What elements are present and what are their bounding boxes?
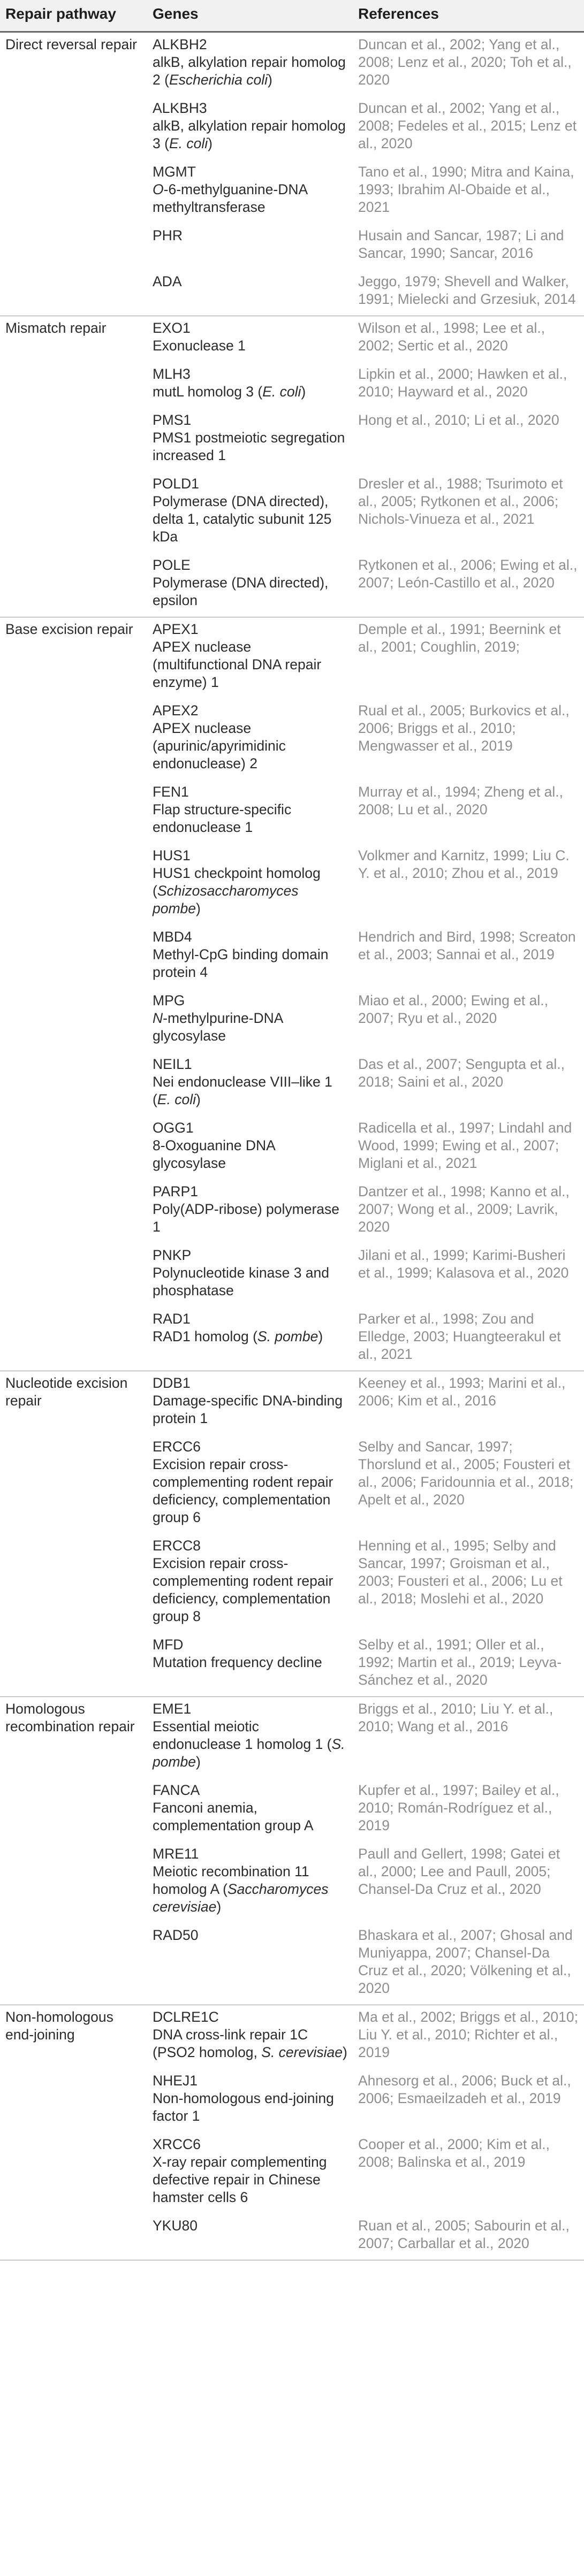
gene-name-italic: E. coli bbox=[157, 1091, 196, 1107]
gene-name-text: PMS1 postmeiotic segregation increased 1 bbox=[153, 430, 345, 463]
gene-symbol: YKU80 bbox=[153, 2218, 198, 2234]
gene-name-suffix: ) bbox=[318, 1328, 323, 1344]
repair-pathway-cell: Base excision repair bbox=[0, 617, 147, 1371]
gene-symbol: EME1 bbox=[153, 1701, 192, 1717]
references-cell: Duncan et al., 2002; Yang et al., 2008; Lenz et al., 2020; Toh et al., 2020 bbox=[358, 36, 572, 88]
gene-cell bbox=[147, 989, 353, 1052]
references-cell: Selby et al., 1991; Oller et al., 1992; Martin et al., 2019; Leyva-Sánchez et al., 2020 bbox=[353, 1633, 584, 1697]
gene-symbol: PNKP bbox=[153, 1247, 192, 1263]
gene-cell bbox=[147, 2005, 353, 2069]
references-cell: Husain and Sancar, 1987; Li and Sancar, 1990; Sancar, 2016 bbox=[358, 227, 564, 261]
references-cell: Duncan et al., 2002; Yang et al., 2008; Fedeles et al., 2015; Lenz et al., 2020 bbox=[358, 100, 577, 151]
gene-name-text: Excision repair cross-complementing rodent repair deficiency, complementation group 8 bbox=[153, 1555, 333, 1624]
gene-name-text: Non-homologous end-joining factor 1 bbox=[153, 2090, 334, 2124]
gene-cell bbox=[147, 1534, 353, 1633]
gene-full-name bbox=[153, 1264, 347, 1300]
gene-cell bbox=[147, 362, 353, 408]
gene-name-text: Nei endonuclease VIII–like 1 ( bbox=[153, 1074, 332, 1107]
gene-symbol: POLD1 bbox=[153, 476, 199, 492]
gene-symbol: EXO1 bbox=[153, 320, 191, 336]
gene-symbol: APEX2 bbox=[153, 702, 199, 718]
gene-name-suffix: ) bbox=[301, 384, 306, 400]
gene-symbol: ALKBH2 bbox=[153, 36, 207, 52]
gene-name-italic: S. pombe bbox=[153, 1736, 345, 1770]
gene-name-text: Essential meiotic endonuclease 1 homolog 1 ( bbox=[153, 1718, 332, 1752]
references-cell: Radicella et al., 1997; Lindahl and Wood, 1999; Ewing et al., 2007; Miglani et al., 2021 bbox=[358, 1120, 572, 1171]
gene-full-name bbox=[153, 638, 347, 691]
gene-full-name bbox=[153, 181, 347, 216]
table-row bbox=[0, 316, 584, 363]
references-cell: Jilani et al., 1999; Karimi-Busheri et al., 1999; Kalasova et al., 2020 bbox=[358, 1247, 569, 1281]
gene-cell bbox=[147, 1307, 353, 1371]
gene-cell bbox=[147, 224, 353, 270]
gene-name-suffix: ) bbox=[216, 1899, 222, 1915]
gene-cell bbox=[147, 1633, 353, 1697]
gene-symbol: PMS1 bbox=[153, 412, 192, 428]
gene-full-name bbox=[153, 429, 347, 464]
gene-name-italic: E. coli bbox=[262, 384, 301, 400]
gene-name-text: Polynucleotide kinase 3 and phosphatase bbox=[153, 1265, 330, 1298]
gene-full-name bbox=[153, 946, 347, 981]
gene-cell bbox=[147, 553, 353, 617]
gene-symbol: MGMT bbox=[153, 164, 196, 180]
gene-cell bbox=[147, 472, 353, 553]
gene-cell bbox=[147, 1842, 353, 1923]
table-header bbox=[0, 0, 584, 32]
gene-symbol: XRCC6 bbox=[153, 2136, 201, 2152]
gene-cell bbox=[147, 408, 353, 472]
gene-name-text: APEX nuclease (apurinic/apyrimidinic endonuclease) 2 bbox=[153, 720, 286, 771]
gene-symbol: MBD4 bbox=[153, 929, 192, 945]
gene-full-name bbox=[153, 1863, 347, 1916]
gene-cell bbox=[147, 32, 353, 97]
references-cell: Kupfer et al., 1997; Bailey et al., 2010; Román-Rodríguez et al., 2019 bbox=[358, 1782, 559, 1833]
references-cell: Jeggo, 1979; Shevell and Walker, 1991; Mielecki and Grzesiuk, 2014 bbox=[353, 270, 584, 316]
gene-name-italic: S. cerevisiae bbox=[261, 2044, 343, 2060]
gene-full-name bbox=[153, 117, 347, 152]
table-row bbox=[0, 32, 584, 97]
gene-full-name bbox=[153, 1392, 347, 1427]
gene-name-text: Flap structure-specific endonuclease 1 bbox=[153, 801, 292, 835]
header-repair-pathway: Repair pathway bbox=[0, 0, 147, 32]
gene-cell bbox=[147, 699, 353, 780]
gene-cell bbox=[147, 1435, 353, 1534]
table-row bbox=[0, 1371, 584, 1435]
gene-symbol: PHR bbox=[153, 227, 183, 243]
table-body bbox=[0, 32, 584, 2260]
references-cell: Briggs et al., 2010; Liu Y. et al., 2010; Wang et al., 2016 bbox=[358, 1701, 553, 1734]
header-row bbox=[0, 0, 584, 32]
gene-symbol: ERCC8 bbox=[153, 1538, 201, 1554]
repair-pathway-cell: Mismatch repair bbox=[0, 316, 147, 617]
gene-cell bbox=[147, 2069, 353, 2132]
references-cell: Henning et al., 1995; Selby and Sancar, 1997; Groisman et al., 2003; Fousteri et al., 2006; Lu et al., 2018; Moslehi et al., 2020 bbox=[358, 1538, 563, 1607]
gene-symbol: DDB1 bbox=[153, 1375, 191, 1391]
gene-name-text: Polymerase (DNA directed), epsilon bbox=[153, 575, 329, 608]
gene-cell bbox=[147, 160, 353, 224]
gene-full-name bbox=[153, 2026, 347, 2061]
gene-name-text: Polymerase (DNA directed), delta 1, catalytic subunit 125 kDa bbox=[153, 493, 332, 545]
table-row bbox=[0, 2005, 584, 2069]
gene-symbol: MPG bbox=[153, 992, 185, 1008]
gene-name-text: Methyl-CpG binding domain protein 4 bbox=[153, 946, 329, 980]
references-cell: Miao et al., 2000; Ewing et al., 2007; Ryu et al., 2020 bbox=[358, 992, 549, 1026]
gene-full-name bbox=[153, 801, 347, 836]
gene-name-suffix: ) bbox=[196, 1754, 201, 1770]
gene-cell bbox=[147, 1052, 353, 1116]
gene-symbol: RAD1 bbox=[153, 1311, 191, 1327]
gene-cell bbox=[147, 617, 353, 699]
gene-full-name bbox=[153, 1010, 347, 1045]
gene-symbol: ERCC6 bbox=[153, 1439, 201, 1455]
gene-symbol: MFD bbox=[153, 1637, 184, 1653]
references-cell: Ahnesorg et al., 2006; Buck et al., 2006; Esmaeilzadeh et al., 2019 bbox=[358, 2073, 571, 2106]
gene-symbol: FANCA bbox=[153, 1782, 200, 1798]
gene-symbol: RAD50 bbox=[153, 1927, 199, 1943]
gene-name-italic: E. coli bbox=[169, 135, 208, 151]
gene-full-name bbox=[153, 1456, 347, 1526]
gene-symbol: MLH3 bbox=[153, 366, 191, 382]
gene-name-text: APEX nuclease (multifunctional DNA repair enzyme) 1 bbox=[153, 639, 322, 690]
header-genes: Genes bbox=[147, 0, 353, 32]
gene-full-name bbox=[153, 1718, 347, 1771]
references-cell: Parker et al., 1998; Zou and Elledge, 2003; Huangteerakul et al., 2021 bbox=[353, 1307, 584, 1371]
gene-full-name bbox=[153, 383, 347, 401]
references-cell: Demple et al., 1991; Beernink et al., 2001; Coughlin, 2019; bbox=[358, 621, 561, 655]
gene-symbol: DCLRE1C bbox=[153, 2009, 219, 2025]
gene-name-suffix: ) bbox=[268, 72, 272, 88]
references-cell: Selby and Sancar, 1997; Thorslund et al., 2005; Fousteri et al., 2006; Faridounnia et al., 2018; Apelt et al., 2020 bbox=[358, 1439, 574, 1508]
gene-symbol: OGG1 bbox=[153, 1120, 194, 1136]
gene-symbol: POLE bbox=[153, 557, 191, 573]
header-references: References bbox=[353, 0, 584, 32]
gene-full-name bbox=[153, 574, 347, 609]
gene-name-text: Fanconi anemia, complementation group A bbox=[153, 1800, 314, 1833]
gene-name-text: Damage-specific DNA-binding protein 1 bbox=[153, 1393, 343, 1426]
gene-name-text: alkB, alkylation repair homolog 2 ( bbox=[153, 54, 346, 88]
repair-pathway-cell: Direct reversal repair bbox=[0, 32, 147, 316]
references-cell: Das et al., 2007; Sengupta et al., 2018; Saini et al., 2020 bbox=[358, 1056, 565, 1090]
gene-cell bbox=[147, 96, 353, 160]
gene-symbol: ADA bbox=[153, 273, 182, 289]
references-cell: Bhaskara et al., 2007; Ghosal and Muniyappa, 2007; Chansel-Da Cruz et al., 2020; Völkening et al., 2020 bbox=[353, 1923, 584, 2005]
gene-name-text: Mutation frequency decline bbox=[153, 1654, 322, 1670]
gene-symbol: FEN1 bbox=[153, 784, 189, 800]
references-cell: Keeney et al., 1993; Marini et al., 2006; Kim et al., 2016 bbox=[358, 1375, 566, 1409]
table-row bbox=[0, 617, 584, 699]
references-cell: Dantzer et al., 1998; Kanno et al., 2007; Wong et al., 2009; Lavrik, 2020 bbox=[358, 1183, 570, 1235]
references-cell: Ruan et al., 2005; Sabourin et al., 2007; Carballar et al., 2020 bbox=[353, 2214, 584, 2260]
gene-name-text: HUS1 checkpoint homolog ( bbox=[153, 865, 321, 899]
gene-name-suffix: ) bbox=[196, 900, 201, 916]
table-row bbox=[0, 1697, 584, 1779]
gene-cell bbox=[147, 844, 353, 925]
gene-cell bbox=[147, 1116, 353, 1180]
references-cell: Hendrich and Bird, 1998; Screaton et al., 2003; Sannai et al., 2019 bbox=[358, 929, 576, 962]
gene-name-text: Meiotic recombination 11 homolog A ( bbox=[153, 1863, 309, 1897]
gene-symbol: APEX1 bbox=[153, 621, 199, 637]
repair-pathway-cell: Homologous recombination repair bbox=[0, 1697, 147, 2005]
references-cell: Murray et al., 1994; Zheng et al., 2008; Lu et al., 2020 bbox=[358, 784, 563, 817]
gene-cell bbox=[147, 1697, 353, 1779]
gene-cell bbox=[147, 1180, 353, 1243]
gene-cell bbox=[147, 270, 353, 316]
gene-symbol: PARP1 bbox=[153, 1183, 198, 1199]
gene-name-text: Poly(ADP-ribose) polymerase 1 bbox=[153, 1201, 340, 1235]
references-cell: Rual et al., 2005; Burkovics et al., 2006; Briggs et al., 2010; Mengwasser et al., 2019 bbox=[358, 702, 570, 754]
gene-full-name bbox=[153, 865, 347, 918]
gene-full-name bbox=[153, 1328, 347, 1346]
gene-name-text: alkB, alkylation repair homolog 3 ( bbox=[153, 118, 346, 151]
references-cell: Lipkin et al., 2000; Hawken et al., 2010; Hayward et al., 2020 bbox=[358, 366, 567, 400]
gene-symbol: HUS1 bbox=[153, 847, 191, 863]
gene-cell bbox=[147, 1923, 353, 2005]
gene-cell bbox=[147, 925, 353, 989]
gene-full-name bbox=[153, 1137, 347, 1172]
gene-symbol: MRE11 bbox=[153, 1846, 199, 1862]
gene-name-italic: N bbox=[153, 1010, 163, 1026]
gene-name-italic: Escherichia coli bbox=[169, 72, 268, 88]
gene-name-italic: S. pombe bbox=[257, 1328, 318, 1344]
gene-name-text: DNA cross-link repair 1C (PSO2 homolog, bbox=[153, 2027, 308, 2060]
references-cell: Dresler et al., 1988; Tsurimoto et al., 2005; Rytkonen et al., 2006; Nichols-Vinueza et al., 2021 bbox=[358, 476, 563, 527]
gene-full-name bbox=[153, 53, 347, 89]
references-cell: Wilson et al., 1998; Lee et al., 2002; Sertic et al., 2020 bbox=[358, 320, 545, 354]
gene-symbol: ALKBH3 bbox=[153, 100, 207, 116]
gene-name-italic: Schizosaccharomyces pombe bbox=[153, 883, 299, 916]
references-cell: Paull and Gellert, 1998; Gatei et al., 2000; Lee and Paull, 2005; Chansel-Da Cruz et al., 2020 bbox=[358, 1846, 560, 1897]
gene-full-name bbox=[153, 1799, 347, 1834]
gene-full-name bbox=[153, 1073, 347, 1109]
gene-name-text: RAD1 homolog ( bbox=[153, 1328, 257, 1344]
gene-symbol: NHEJ1 bbox=[153, 2073, 198, 2089]
gene-name-suffix: ) bbox=[208, 135, 213, 151]
gene-full-name bbox=[153, 337, 347, 355]
gene-name-text: Excision repair cross-complementing rodent repair deficiency, complementation group 6 bbox=[153, 1456, 333, 1525]
gene-name-text: 8-Oxoguanine DNA glycosylase bbox=[153, 1137, 275, 1171]
gene-full-name bbox=[153, 1555, 347, 1625]
gene-name-italic: O bbox=[153, 181, 164, 197]
gene-name-suffix: -methylpurine-DNA glycosylase bbox=[153, 1010, 283, 1044]
gene-name-italic: Saccharomyces cerevisiae bbox=[153, 1881, 329, 1915]
gene-cell bbox=[147, 316, 353, 363]
gene-full-name bbox=[153, 1654, 347, 1671]
references-cell: Ma et al., 2002; Briggs et al., 2010; Liu Y. et al., 2010; Richter et al., 2019 bbox=[358, 2009, 578, 2060]
references-cell: Rytkonen et al., 2006; Ewing et al., 2007; León-Castillo et al., 2020 bbox=[353, 553, 584, 617]
gene-cell bbox=[147, 1371, 353, 1435]
gene-symbol: NEIL1 bbox=[153, 1056, 192, 1072]
gene-cell bbox=[147, 2132, 353, 2214]
gene-full-name bbox=[153, 720, 347, 773]
gene-name-suffix: ) bbox=[196, 1091, 201, 1107]
repair-pathway-cell: Non-homologous end-joining bbox=[0, 2005, 147, 2260]
gene-full-name bbox=[153, 2153, 347, 2206]
gene-name-text: X-ray repair complementing defective repair in Chinese hamster cells 6 bbox=[153, 2154, 327, 2205]
references-cell: Tano et al., 1990; Mitra and Kaina, 1993; Ibrahim Al-Obaide et al., 2021 bbox=[358, 164, 574, 215]
gene-full-name bbox=[153, 493, 347, 546]
gene-cell bbox=[147, 1243, 353, 1307]
references-cell: Volkmer and Karnitz, 1999; Liu C. Y. et al., 2010; Zhou et al., 2019 bbox=[358, 847, 570, 881]
gene-name-suffix: -6-methylguanine-DNA methyltransferase bbox=[153, 181, 307, 215]
references-cell: Cooper et al., 2000; Kim et al., 2008; Balinska et al., 2019 bbox=[358, 2136, 550, 2170]
gene-cell bbox=[147, 2214, 353, 2260]
repair-pathway-cell: Nucleotide excision repair bbox=[0, 1371, 147, 1697]
gene-name-text: mutL homolog 3 ( bbox=[153, 384, 263, 400]
gene-cell bbox=[147, 1778, 353, 1842]
gene-cell bbox=[147, 780, 353, 844]
gene-name-text: Exonuclease 1 bbox=[153, 338, 246, 354]
references-cell: Hong et al., 2010; Li et al., 2020 bbox=[358, 412, 559, 428]
gene-full-name bbox=[153, 2090, 347, 2125]
gene-full-name bbox=[153, 1201, 347, 1236]
gene-name-suffix: ) bbox=[342, 2044, 347, 2060]
